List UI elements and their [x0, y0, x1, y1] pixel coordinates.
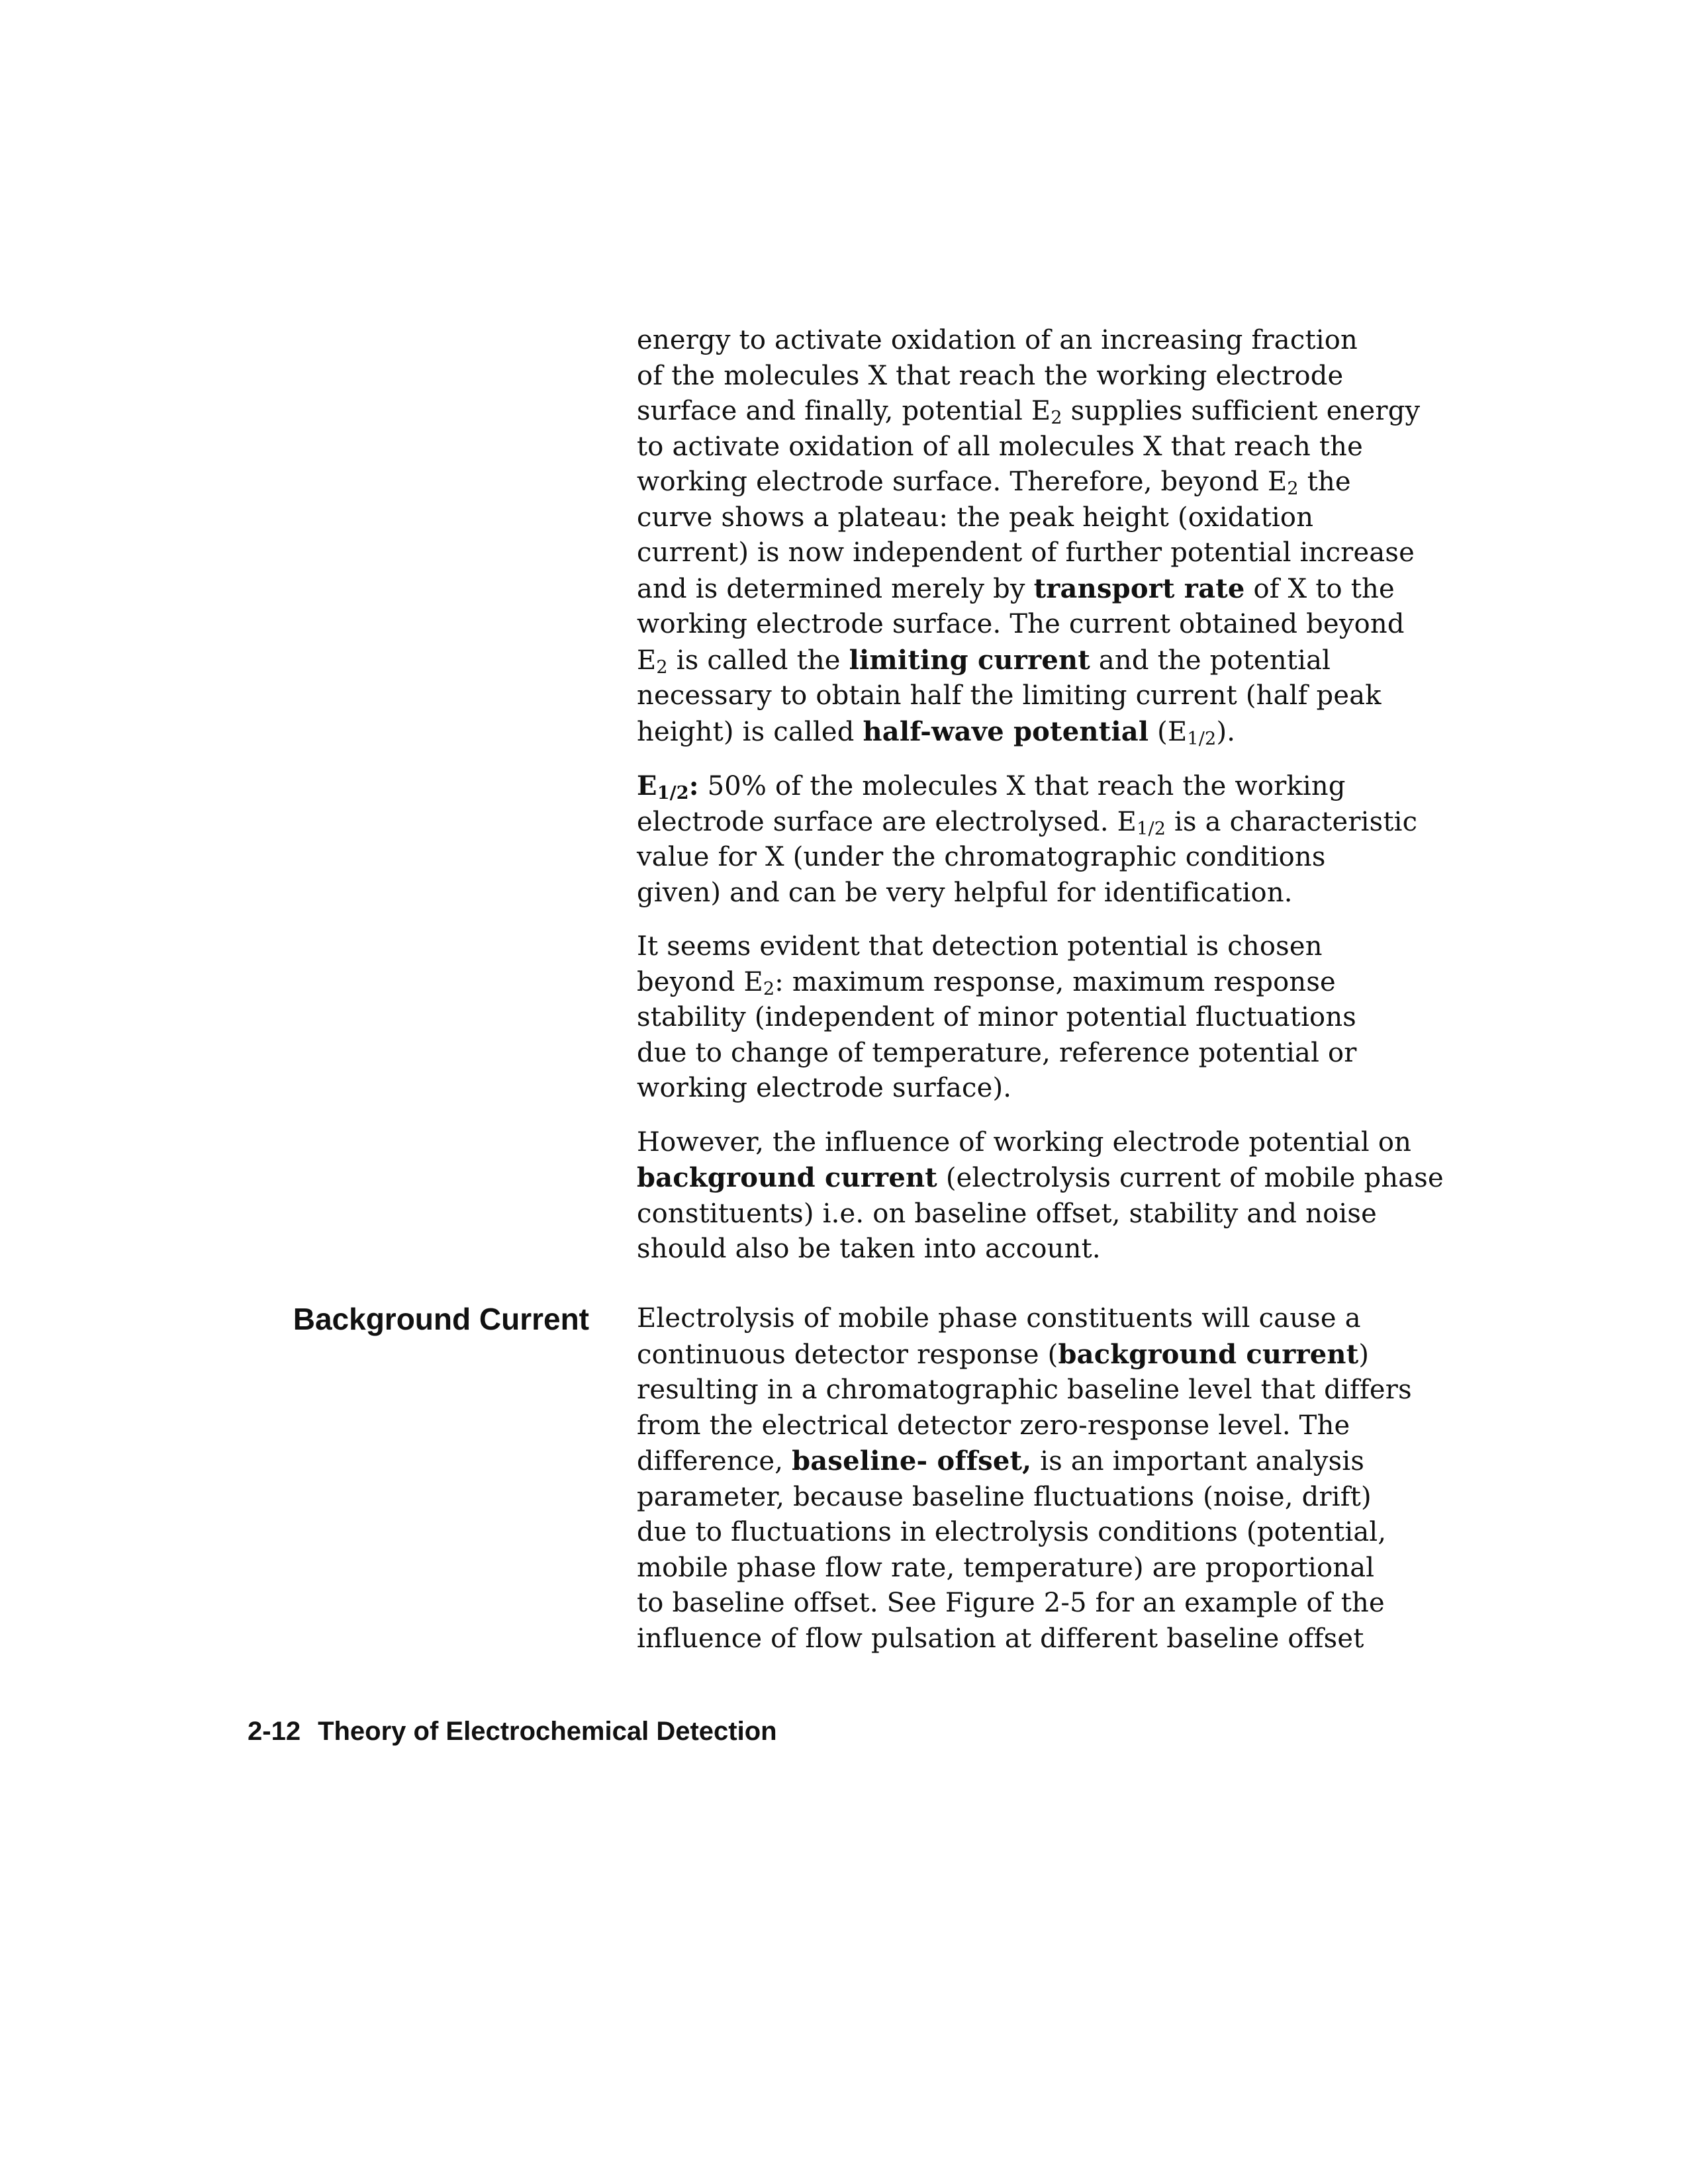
- term-e-half: $E_{1/2}$:: [637, 770, 699, 803]
- text-line: difference, baseline- offset, is an important analysis: [637, 1445, 1365, 1477]
- text-line: influence of flow pulsation at different baseline offset: [637, 1623, 1364, 1654]
- term-limiting-current: limiting current: [849, 644, 1090, 676]
- subscript: 2: [656, 657, 668, 678]
- running-footer-title: Theory of Electrochemical Detection: [318, 1717, 777, 1746]
- text-line: resulting in a chromatographic baseline level that differs: [637, 1375, 1412, 1405]
- page-number: 2-12: [248, 1717, 301, 1746]
- section-body-background-current: [637, 1301, 1412, 1675]
- text-line: energy to activate oxidation of an increasing fraction: [637, 325, 1358, 355]
- subscript: 1/2: [657, 783, 689, 803]
- subscript: 1/2: [1137, 818, 1166, 839]
- text-line: mobile phase flow rate, temperature) are proportional: [637, 1552, 1375, 1583]
- text-line: background current (electrolysis current of mobile phase: [637, 1162, 1444, 1193]
- subscript: 2: [763, 978, 775, 999]
- text-line: It seems evident that detection potential is chosen: [637, 931, 1323, 962]
- term-half-wave-potential: half-wave potential: [863, 715, 1149, 747]
- section-heading-background-current: Background Current: [293, 1302, 589, 1336]
- text-line: current) is now independent of further potential increase: [637, 537, 1415, 568]
- text-line: to activate oxidation of all molecules X that reach the: [637, 431, 1363, 462]
- text-line: electrode surface are electrolysed. $E_{1/2}$ is a characteristic: [637, 806, 1418, 839]
- paragraph-background-influence: [637, 1125, 1444, 1267]
- main-text-column: [637, 323, 1444, 1286]
- text-line: beyond $E_2$: maximum response, maximum response: [637, 966, 1336, 999]
- text-line: due to change of temperature, reference potential or: [637, 1037, 1357, 1068]
- term-transport-rate: transport rate: [1033, 572, 1245, 604]
- text-line: working electrode surface. The current obtained beyond: [637, 609, 1405, 639]
- text-line: from the electrical detector zero-response level. The: [637, 1410, 1350, 1441]
- text-line: height) is called half-wave potential $(E_{1/2})$.: [637, 715, 1236, 749]
- text-line: and is determined merely by transport rate of X to the: [637, 572, 1395, 604]
- page-footer: [248, 1714, 777, 1749]
- text-line: stability (independent of minor potential fluctuations: [637, 1002, 1357, 1032]
- text-line: surface and finally, potential $E_2$ supplies sufficient energy: [637, 396, 1421, 428]
- term-background-current: background current: [637, 1162, 937, 1193]
- text-line: working electrode surface. Therefore, beyond $E_2$ the: [637, 467, 1351, 499]
- text-line: necessary to obtain half the limiting current (half peak: [637, 680, 1382, 711]
- text-line: due to fluctuations in electrolysis conditions (potential,: [637, 1517, 1387, 1547]
- text-line: of the molecules X that reach the working electrode: [637, 360, 1344, 391]
- text-line: should also be taken into account.: [637, 1234, 1101, 1264]
- text-line: working electrode surface).: [637, 1073, 1012, 1103]
- text-line: to baseline offset. See Figure 2-5 for an example of the: [637, 1588, 1385, 1618]
- text-line: However, the influence of working electrode potential on: [637, 1126, 1412, 1158]
- text-line: constituents) i.e. on baseline offset, stability and noise: [637, 1198, 1377, 1229]
- term-background-current: background current: [1058, 1338, 1359, 1370]
- subscript: 1/2: [1187, 728, 1217, 749]
- text-line: parameter, because baseline fluctuations (noise, drift): [637, 1481, 1372, 1512]
- term-baseline-offset: baseline- offset,: [792, 1445, 1032, 1477]
- text-line: given) and can be very helpful for identification.: [637, 877, 1293, 908]
- text-line: value for X (under the chromatographic conditions: [637, 842, 1326, 872]
- text-line: Electrolysis of mobile phase constituents will cause a: [637, 1303, 1361, 1334]
- text-line: $E_{1/2}$: 50% of the molecules X that reach the working: [637, 770, 1346, 803]
- text-line: curve shows a plateau: the peak height (oxidation: [637, 502, 1314, 533]
- paragraph-background-current: [637, 1301, 1412, 1657]
- paragraph-half-wave-definition: [637, 768, 1418, 911]
- text-line: $E_2$ is called the limiting current and the potential: [637, 644, 1331, 678]
- subscript: 2: [1287, 478, 1299, 499]
- paragraph-detection-potential: [637, 929, 1405, 1107]
- subscript: 2: [1051, 408, 1062, 428]
- text-line: continuous detector response (background current): [637, 1338, 1370, 1370]
- paragraph-limiting-current: [637, 323, 1421, 750]
